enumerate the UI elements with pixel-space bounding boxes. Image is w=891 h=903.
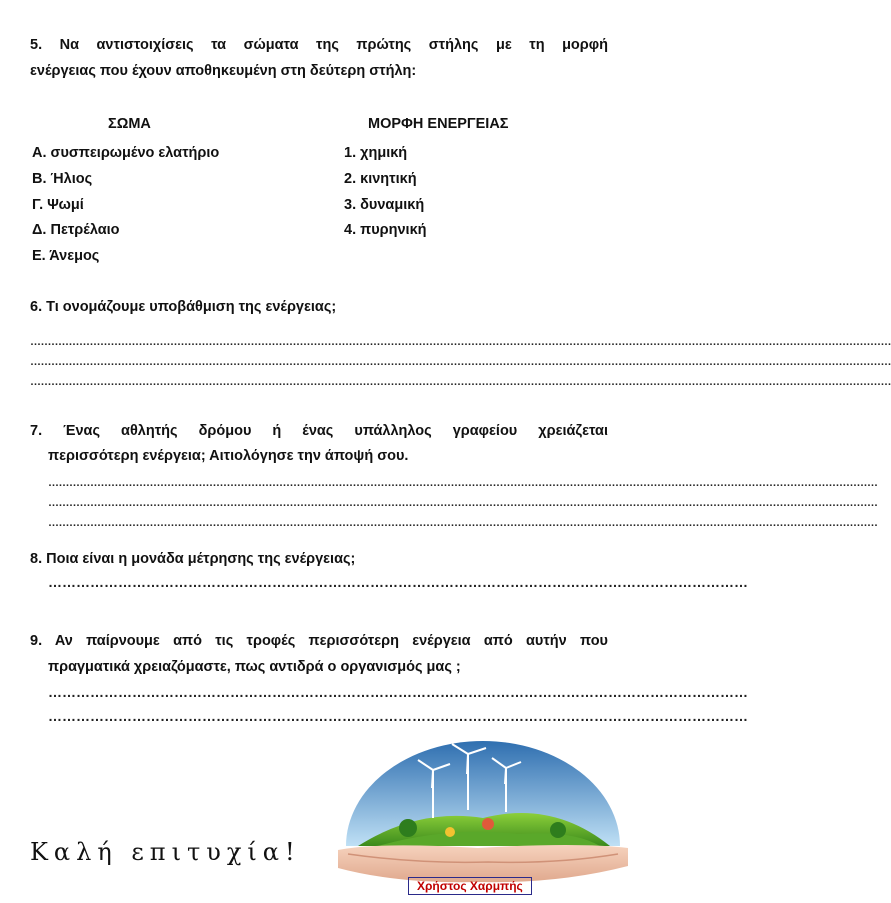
q5-right-header: ΜΟΡΦΗ ΕΝΕΡΓΕΙΑΣ	[368, 116, 509, 132]
q5-right-item-2: 2. κινητική	[344, 171, 417, 187]
q9-line2: πραγματικά χρειαζόμαστε, πως αντιδρά ο οργανισμός μας ;	[48, 659, 461, 675]
q5-left-item-c: Γ. Ψωμί	[32, 197, 84, 213]
answer-line[interactable]: …………………………………………………………………………………………………………………………………………………………………………………………………………………………	[30, 336, 891, 348]
q5-left-item-e: Ε. Άνεμος	[32, 248, 100, 264]
q7-line1: 7. Ένας αθλητής δρόμου ή ένας υπάλληλος γραφείου χρειάζεται	[30, 423, 608, 439]
q5-line1: 5. Να αντιστοιχίσεις τα σώματα της πρώτης στήλης με τη μορφή	[30, 37, 608, 53]
q5-left-item-b: Β. Ήλιος	[32, 171, 93, 187]
q6-text: 6. Τι ονομάζουμε υποβάθμιση της ενέργειας;	[30, 299, 337, 315]
q8-text: 8. Ποια είναι η μονάδα μέτρησης της ενέργειας;	[30, 551, 356, 567]
author-signature: Χρήστος Χαρμπής	[408, 877, 532, 895]
q9-line1: 9. Αν παίρνουμε από τις τροφές περισσότερη ενέργεια από αυτήν που	[30, 633, 608, 649]
answer-line[interactable]: ……………………………………………………………………………………………………………………………………	[48, 574, 748, 590]
answer-line[interactable]: …………………………………………………………………………………………………………………………………………………………………………………………………………………	[48, 477, 878, 489]
q5-right-item-1: 1. χημική	[344, 145, 408, 161]
earth-in-hands-illustration	[338, 738, 628, 888]
q5-left-item-a: Α. συσπειρωμένο ελατήριο	[32, 145, 220, 161]
q7-line2: περισσότερη ενέργεια; Αιτιολόγησε την άποψή σου.	[48, 448, 409, 464]
answer-line[interactable]: …………………………………………………………………………………………………………………………………………………………………………………………………………………………	[30, 376, 891, 388]
q5-line2: ενέργειας που έχουν αποθηκευμένη στη δεύτερη στήλη:	[30, 63, 417, 79]
answer-line[interactable]: …………………………………………………………………………………………………………………………………………………………………………………………………………………	[48, 517, 878, 529]
good-luck-text: Καλή επιτυχία!	[30, 838, 301, 866]
q5-right-item-4: 4. πυρηνική	[344, 222, 427, 238]
q5-right-item-3: 3. δυναμική	[344, 197, 425, 213]
answer-line[interactable]: …………………………………………………………………………………………………………………………………………………………………………………………………………………	[48, 497, 878, 509]
q5-left-header: ΣΩΜΑ	[108, 116, 151, 132]
answer-line[interactable]: ……………………………………………………………………………………………………………………………………	[48, 708, 748, 724]
q5-left-item-d: Δ. Πετρέλαιο	[32, 222, 120, 238]
answer-line[interactable]: …………………………………………………………………………………………………………………………………………………………………………………………………………………………	[30, 356, 891, 368]
answer-line[interactable]: ……………………………………………………………………………………………………………………………………	[48, 684, 748, 700]
